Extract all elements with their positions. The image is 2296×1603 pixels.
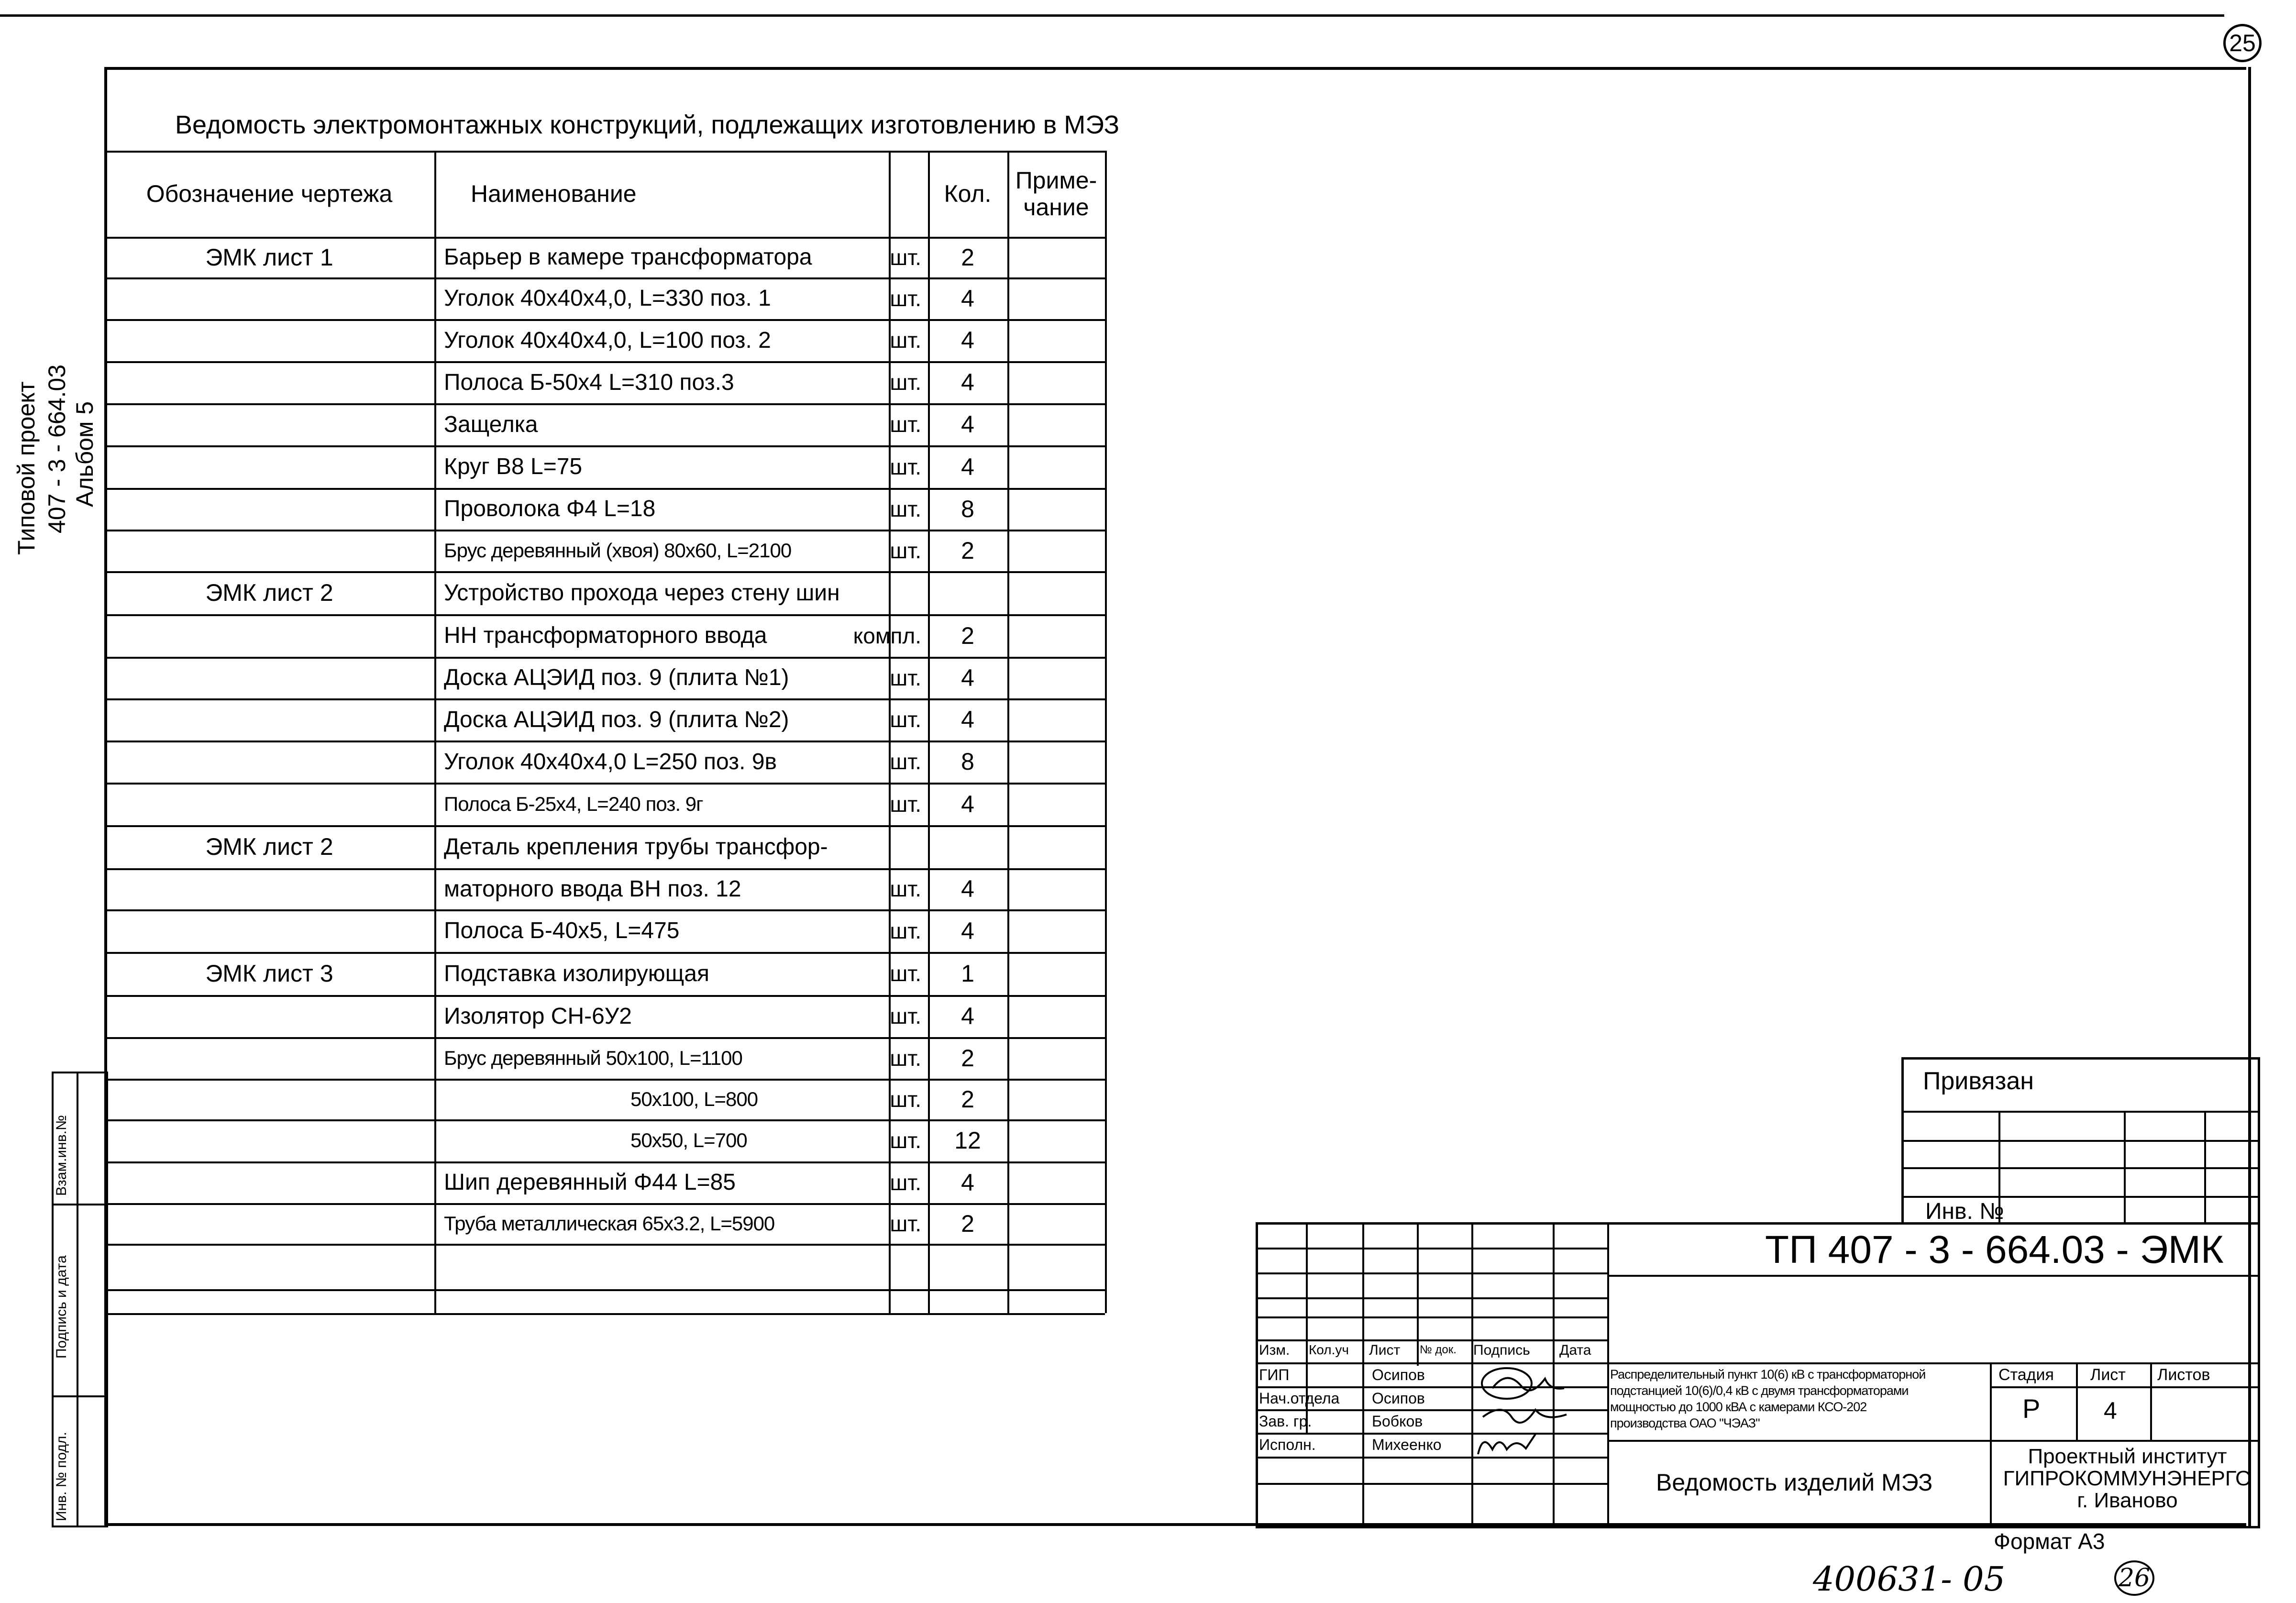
- row-qty: 2: [961, 243, 974, 271]
- sheet-label: Лист: [2090, 1366, 2126, 1384]
- row-qty: 8: [961, 748, 974, 775]
- row-name: [439, 1289, 889, 1313]
- row-designation: [104, 995, 434, 1037]
- stamp-vzam-label: Взам.инв.№: [54, 1115, 69, 1196]
- tb-hline: [1256, 1316, 1607, 1318]
- row-name: Шип деревянный Φ44 L=85: [444, 1170, 736, 1195]
- row-name: Брус деревянный (хвоя) 80х60, L=2100: [444, 539, 792, 562]
- role-nach-otdela: Нач.отдела: [1259, 1390, 1340, 1407]
- tb-hline: [1607, 1275, 2260, 1277]
- stage-value: Р: [2022, 1393, 2041, 1424]
- row-unit: компл.: [853, 623, 921, 648]
- row-name: Круг В8 L=75: [444, 454, 583, 479]
- side-label-line2: 407 - 3 - 664.03: [44, 364, 70, 533]
- row-name: Полоса Б-50х4 L=310 поз.3: [444, 369, 734, 395]
- row-designation: [104, 1289, 434, 1313]
- row-unit: шт.: [890, 538, 921, 563]
- table-hline: [104, 1313, 1105, 1315]
- description-line: Распределительный пункт 10(6) кВ с трансформаторной: [1610, 1367, 1926, 1382]
- row-name: Уголок 40х40х4,0, L=100 поз. 2: [444, 327, 771, 353]
- tb-vline: [2150, 1362, 2152, 1440]
- header-name: Наименование: [471, 180, 637, 207]
- org-line: Проектный институт: [2028, 1445, 2227, 1468]
- row-designation: [104, 657, 434, 698]
- handwritten-number: 400631- 05: [1813, 1559, 2006, 1599]
- row-name: Устройство прохода через стену шин: [444, 580, 840, 606]
- tb-hline: [1256, 1339, 1607, 1341]
- row-qty: 4: [961, 285, 974, 312]
- row-designation: [104, 403, 434, 445]
- row-name: Доска АЦЭИД поз. 9 (плита №1): [444, 665, 789, 690]
- row-unit: шт.: [890, 1170, 921, 1195]
- row-qty: [928, 1244, 1007, 1289]
- organization: [1995, 1446, 2260, 1512]
- row-name: Брус деревянный 50х100, L=1100: [444, 1046, 742, 1069]
- row-designation: ЭМК лист 1: [205, 243, 333, 271]
- privyazan-line: [1901, 1196, 2260, 1198]
- row-unit: шт.: [890, 412, 921, 437]
- row-designation: [104, 909, 434, 952]
- document-code: ТП 407 - 3 - 664.03 - ЭМК: [1765, 1228, 2224, 1271]
- row-name: Полоса Б-25х4, L=240 поз. 9г: [444, 792, 703, 815]
- row-designation: [104, 783, 434, 825]
- org-line: г. Иваново: [2077, 1489, 2178, 1512]
- row-designation: [104, 361, 434, 403]
- tb-vline: [1607, 1222, 1609, 1528]
- role-gip: ГИП: [1259, 1366, 1290, 1383]
- tb-hline: [1256, 1272, 1607, 1274]
- row-qty: 2: [961, 537, 974, 564]
- table-vline: [1007, 151, 1009, 1313]
- row-qty: 4: [961, 1169, 974, 1196]
- row-qty: 4: [961, 411, 974, 438]
- row-unit: шт.: [890, 328, 921, 353]
- col-kol-uch: Кол.уч: [1309, 1342, 1349, 1357]
- row-designation: ЭМК лист 2: [205, 833, 333, 860]
- stamp-podpis-label: Подпись и дата: [54, 1255, 69, 1359]
- row-qty: 4: [961, 790, 974, 818]
- tb-vline: [1362, 1222, 1364, 1528]
- tb-hline: [1256, 1483, 1607, 1485]
- side-label-line3: Альбом 5: [71, 401, 98, 507]
- table-title: Ведомость электромонтажных конструкций, подлежащих изготовлению в МЭЗ: [175, 111, 1120, 139]
- row-unit: шт.: [890, 961, 921, 986]
- tb-vline: [1417, 1222, 1419, 1366]
- tb-hline: [1607, 1440, 2260, 1442]
- row-designation: [104, 1244, 434, 1289]
- row-qty: [928, 1289, 1007, 1313]
- tb-hline: [1256, 1457, 1607, 1459]
- privyazan-line: [1901, 1111, 2260, 1113]
- row-qty: 4: [961, 664, 974, 691]
- row-unit: шт.: [890, 749, 921, 774]
- row-unit: шт.: [890, 1211, 921, 1236]
- row-designation: [104, 445, 434, 488]
- row-unit: [822, 1289, 925, 1313]
- row-designation: [104, 488, 434, 530]
- row-qty: 4: [961, 1003, 974, 1029]
- row-qty: 2: [961, 1085, 974, 1113]
- row-name: [439, 1244, 889, 1289]
- row-qty: 4: [961, 453, 974, 480]
- row-name: Подставка изолирующая: [444, 961, 709, 986]
- row-unit: шт.: [890, 1086, 921, 1112]
- description-line: мощностью до 1000 кВА с камерами КСО-202: [1610, 1400, 1867, 1414]
- handwritten-circle: 26: [2114, 1560, 2154, 1596]
- row-unit: шт.: [890, 665, 921, 690]
- row-qty: [928, 571, 1007, 614]
- col-izm: Изм.: [1259, 1342, 1290, 1358]
- col-doc-no: № док.: [1420, 1343, 1457, 1356]
- tb-hline: [1607, 1362, 2260, 1364]
- stamp-inv-label: Инв. № подл.: [54, 1432, 69, 1521]
- description-line: подстанцией 10(6)/0,4 кВ с двумя трансформаторами: [1610, 1383, 1909, 1398]
- side-label-line1: Типовой проект: [13, 381, 40, 555]
- privyazan-line: [1901, 1140, 2260, 1142]
- row-unit: шт.: [890, 454, 921, 479]
- description-line: производства ОАО "ЧЭАЗ": [1610, 1416, 1760, 1430]
- tb-vline: [1990, 1362, 1992, 1528]
- row-qty: 4: [961, 369, 974, 396]
- header-designation: Обозначение чертежа: [146, 180, 393, 207]
- row-designation: [104, 741, 434, 783]
- row-designation: ЭМК лист 3: [205, 960, 333, 987]
- col-list: Лист: [1369, 1342, 1401, 1358]
- row-qty: 2: [961, 1210, 974, 1237]
- row-qty: 1: [961, 960, 974, 987]
- row-designation: [104, 1037, 434, 1079]
- row-unit: [822, 825, 925, 868]
- document-name: Ведомость изделий МЭЗ: [1656, 1469, 1933, 1496]
- row-name: Деталь крепления трубы трансфор-: [444, 834, 828, 860]
- privyazan-inv-label: Инв. №: [1925, 1199, 2004, 1224]
- row-unit: шт.: [890, 370, 921, 395]
- row-name: Доска АЦЭИД поз. 9 (плита №2): [444, 707, 789, 732]
- sheet-number-circle: 25: [2223, 24, 2262, 62]
- row-name: Труба металлическая 65х3.2, L=5900: [444, 1212, 775, 1235]
- row-designation: [104, 868, 434, 909]
- table-vline: [434, 151, 436, 1313]
- row-name: Барьер в камере трансформатора: [444, 244, 812, 270]
- name-zav-gr: Бобков: [1372, 1413, 1423, 1430]
- row-unit: шт.: [890, 876, 921, 901]
- stage-label: Стадия: [1998, 1366, 2054, 1384]
- name-nach-otdela: Осипов: [1372, 1390, 1425, 1407]
- row-designation: [104, 530, 434, 571]
- privyazan-vline: [2204, 1111, 2206, 1225]
- row-unit: [822, 1244, 925, 1289]
- role-zav-gr: Зав. гр.: [1259, 1413, 1312, 1430]
- signature-osipov: [1473, 1364, 1569, 1441]
- col-data: Дата: [1559, 1342, 1591, 1358]
- row-qty: 4: [961, 327, 974, 354]
- privyazan-title: Привязан: [1923, 1067, 2034, 1095]
- format-label: Формат А3: [1994, 1529, 2105, 1554]
- row-name: Полоса Б-40х5, L=475: [444, 918, 680, 943]
- tb-vline: [2076, 1362, 2078, 1440]
- stamp-divider: [77, 1072, 78, 1527]
- sheet-value: 4: [2104, 1397, 2117, 1424]
- row-name: Уголок 40х40х4,0, L=330 поз. 1: [444, 286, 771, 311]
- header-note: Приме- чание: [1015, 167, 1097, 221]
- row-unit: шт.: [890, 1004, 921, 1028]
- row-unit: шт.: [890, 496, 921, 521]
- tb-hline: [1990, 1386, 2260, 1388]
- row-unit: шт.: [890, 707, 921, 732]
- privyazan-vline: [2124, 1111, 2126, 1225]
- row-qty: 4: [961, 706, 974, 733]
- row-designation: [104, 1079, 434, 1119]
- sheets-label: Листов: [2157, 1366, 2210, 1384]
- row-designation: [104, 614, 434, 657]
- row-designation: [104, 1119, 434, 1161]
- row-qty: 4: [961, 917, 974, 944]
- row-name: 50х100, L=800: [630, 1087, 758, 1110]
- col-podpis: Подпись: [1473, 1342, 1530, 1358]
- name-gip: Осипов: [1372, 1366, 1425, 1383]
- row-name: НН трансформаторного ввода: [444, 623, 767, 648]
- row-designation: [104, 319, 434, 361]
- row-qty: 12: [954, 1127, 981, 1154]
- row-designation: ЭМК лист 2: [205, 579, 333, 606]
- row-unit: [822, 571, 925, 614]
- row-unit: шт.: [890, 918, 921, 943]
- row-designation: [104, 1203, 434, 1244]
- row-qty: [928, 825, 1007, 868]
- privyazan-line: [1901, 1167, 2260, 1169]
- name-ispoln: Михеенко: [1372, 1436, 1442, 1453]
- table-vline: [1105, 151, 1107, 1313]
- row-designation: [104, 698, 434, 741]
- row-qty: 2: [961, 1044, 974, 1072]
- row-name: Защелка: [444, 411, 538, 437]
- row-unit: шт.: [890, 791, 921, 817]
- row-unit: шт.: [890, 1128, 921, 1153]
- row-name: Изолятор СН-6У2: [444, 1003, 632, 1029]
- header-qty: Кол.: [944, 180, 992, 207]
- frame-top-line: [0, 14, 2224, 17]
- row-designation: [104, 1161, 434, 1203]
- tb-hline: [1256, 1297, 1607, 1299]
- org-line: ГИПРОКОММУНЭНЕРГО: [2003, 1467, 2252, 1490]
- signature-mikheenko: [1473, 1430, 1540, 1459]
- row-name: Проволока Φ4 L=18: [444, 496, 656, 521]
- row-qty: 2: [961, 622, 974, 649]
- role-ispoln: Исполн.: [1259, 1436, 1316, 1453]
- row-qty: 8: [961, 495, 974, 522]
- project-description: [1610, 1366, 1925, 1431]
- row-name: маторного ввода ВН поз. 12: [444, 876, 741, 902]
- row-name: 50х50, L=700: [630, 1129, 747, 1151]
- row-unit: шт.: [890, 286, 921, 311]
- row-name: Уголок 40х40х4,0 L=250 поз. 9в: [444, 749, 777, 774]
- row-designation: [104, 277, 434, 319]
- tb-hline: [1256, 1248, 1607, 1249]
- row-qty: 4: [961, 875, 974, 902]
- row-unit: шт.: [890, 244, 921, 270]
- row-unit: шт.: [890, 1045, 921, 1071]
